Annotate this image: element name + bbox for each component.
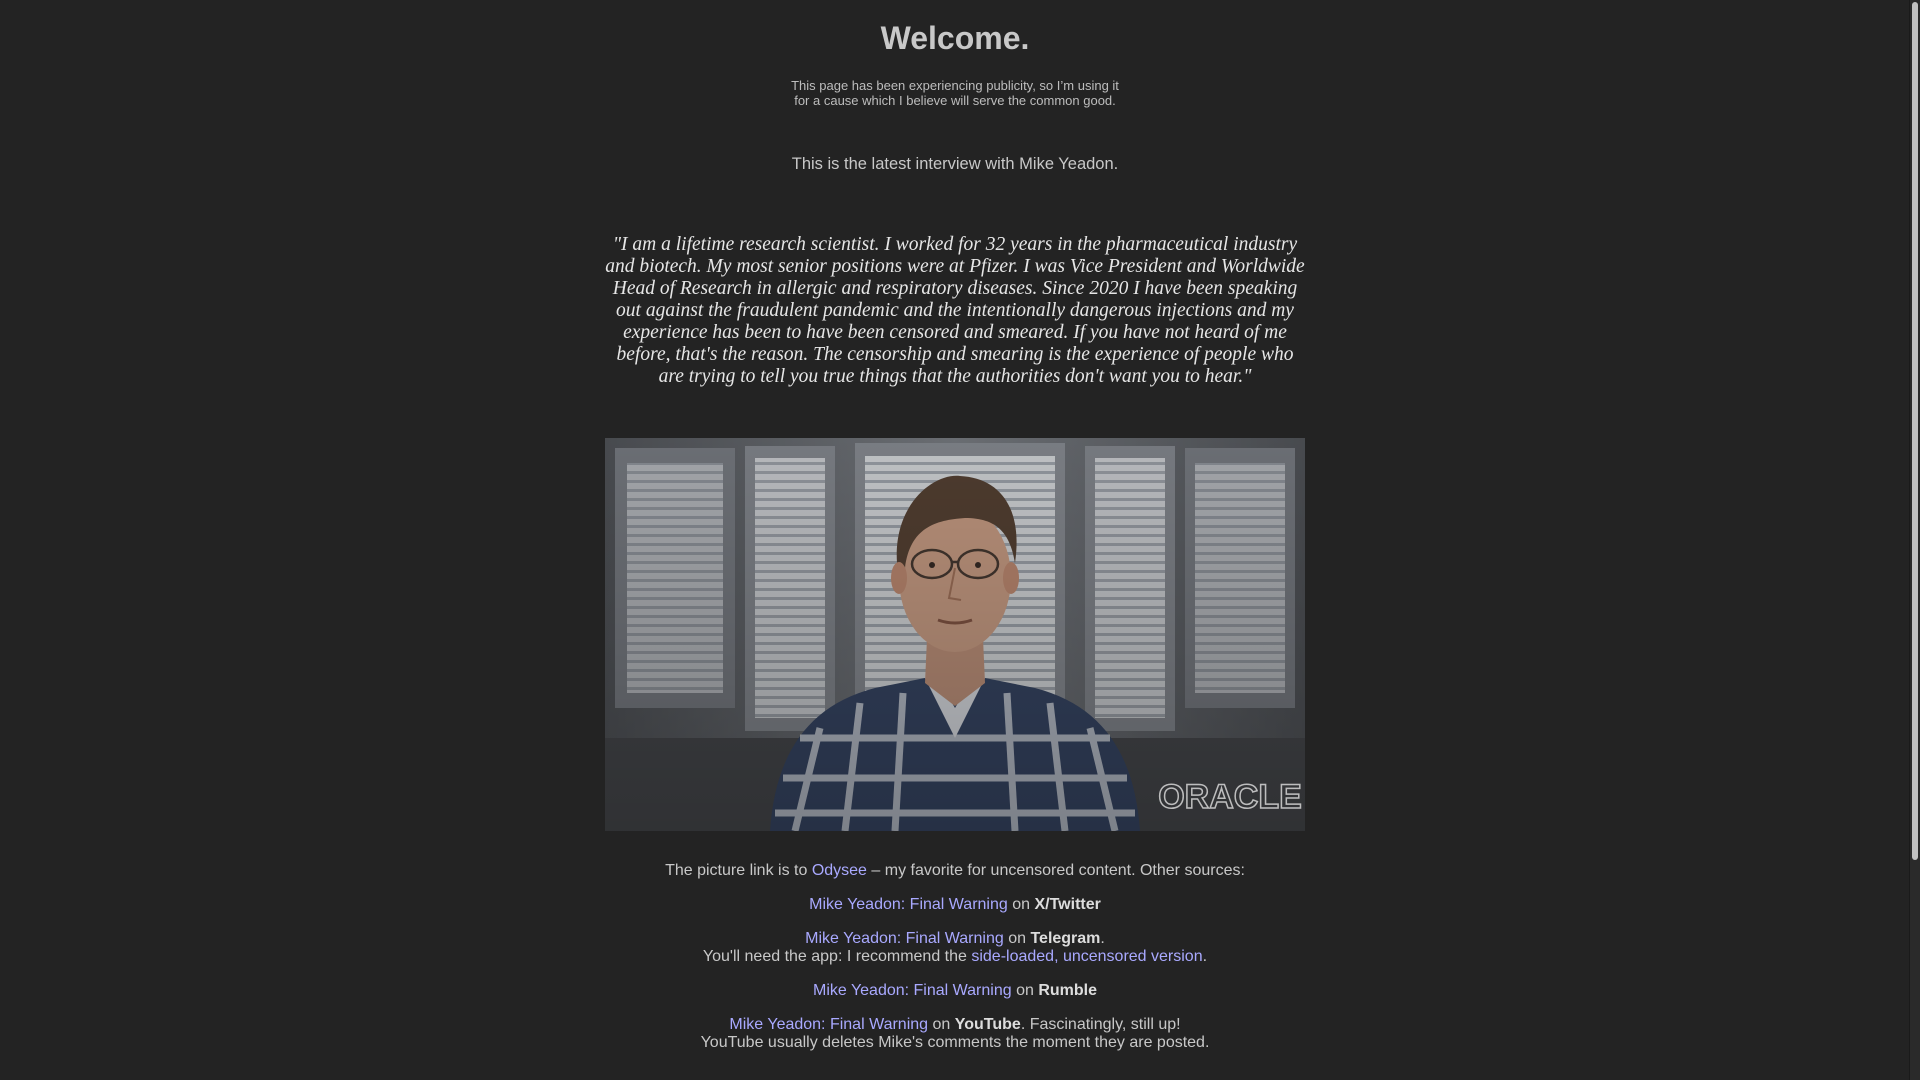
intro-line: This page has been experiencing publicity, so I’m using it [791,78,1119,93]
picture-link-note [0,862,1910,880]
platform-name: Telegram [1030,930,1101,947]
telegram-app-link[interactable]: side-loaded, uncensored version [971,948,1203,965]
sources-section [0,862,1910,1052]
youtube-link[interactable]: Mike Yeadon: Final Warning [729,1016,929,1033]
source-twitter [0,896,1910,914]
text-fragment: . Fascinatingly, still up! [1020,1016,1181,1033]
youtube-note: YouTube usually deletes Mike's comments the moment they are posted. [700,1034,1210,1051]
watermark-logo: ORACLE [1158,778,1302,816]
platform-name: Rumble [1038,982,1097,999]
page-title: Welcome. [880,20,1030,56]
text-fragment: on [1007,896,1035,913]
text-fragment: You'll need the app: I recommend the [702,948,972,965]
text-fragment: . [1100,930,1105,947]
text-fragment: The picture link is to [665,862,812,879]
video-thumbnail-link[interactable] [605,438,1305,831]
platform-name: YouTube [954,1016,1021,1033]
intro-line: for a cause which I believe will serve the common good. [794,93,1116,108]
quote-text: "I am a lifetime research scientist. I worked for 32 years in the pharmaceutical industry and biotech. My most senior positions were at Pfizer. I was Vice President and Worldwide Head of Research in allergic and respiratory diseases. Since 2020 I have been speaking out against the fraudulent pandemic and the intentionally dangerous injections and my experience has been to have been censored and smeared. If you have not heard of me before, that's the reason. The censorship and smearing is the experience of people who are trying to tell you true things that the authorities don't want you to hear." [605,234,1305,387]
source-telegram [0,930,1910,966]
source-rumble [0,982,1910,1000]
scrollbar-thumb[interactable] [1912,2,1918,860]
text-fragment: on [1003,930,1031,947]
twitter-link[interactable]: Mike Yeadon: Final Warning [809,896,1008,913]
lead-text: This is the latest interview with Mike Yeadon. [791,155,1119,173]
telegram-link[interactable]: Mike Yeadon: Final Warning [805,930,1004,947]
rumble-link[interactable]: Mike Yeadon: Final Warning [813,982,1012,999]
text-fragment: on [1011,982,1039,999]
text-fragment: . [1202,948,1208,965]
text-fragment: – my favorite for uncensored content. Other sources: [866,862,1245,879]
vertical-scrollbar[interactable] [1909,0,1920,1080]
text-fragment: on [928,1016,955,1033]
source-youtube [0,1016,1910,1052]
intro-text [775,78,1135,108]
odysee-link[interactable]: Odysee [811,862,867,879]
platform-name: X/Twitter [1034,896,1101,913]
video-thumbnail-image [605,438,1305,831]
